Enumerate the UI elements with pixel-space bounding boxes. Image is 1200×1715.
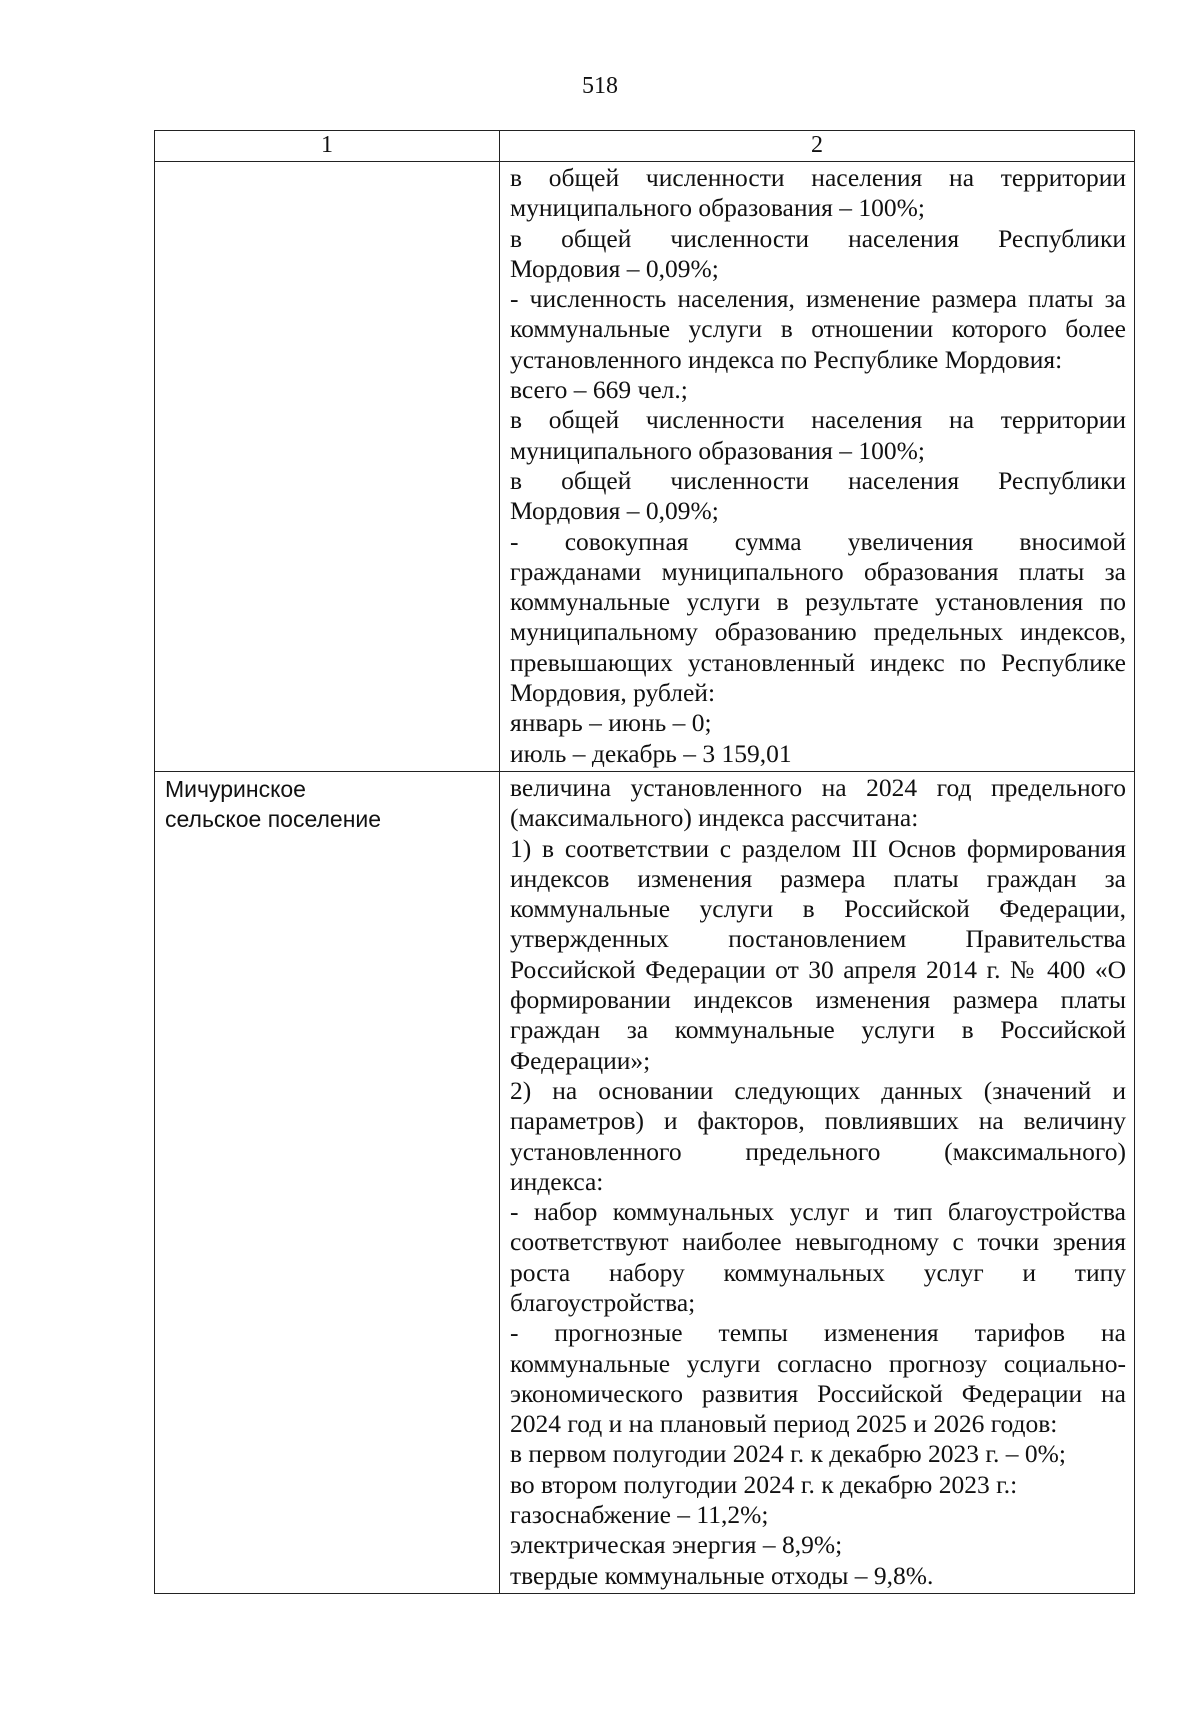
index-description-cell [500, 162, 1135, 772]
text-line: (максимального) индекса рассчитана: [510, 803, 919, 833]
text-line: муниципальному образованию предельных индексов, [510, 617, 1126, 647]
column-header-1: 1 [155, 131, 500, 162]
text-line: превышающих установленный индекс по Республике [510, 647, 1126, 677]
text-line: Мордовия, рублей: [510, 678, 716, 708]
table-row [155, 771, 1135, 1593]
text-line: формировании индексов изменения размера платы [510, 985, 1126, 1015]
text-line: граждан за коммунальные услуги в Российской [510, 1015, 1126, 1045]
text-line: Мордовия – 0,09%; [510, 253, 719, 283]
text-line: коммунальные услуги в результате установления по [510, 587, 1126, 617]
text-line: 2024 год и на плановый период 2025 и 2026 годов: [510, 1409, 1058, 1439]
text-line: - прогнозные темпы изменения тарифов на [510, 1318, 1126, 1348]
text-line: газоснабжение – 11,2%; [510, 1500, 769, 1530]
text-line: в общей численности населения Республики [510, 223, 1126, 253]
text-line: установленного предельного (максимального) [510, 1136, 1126, 1166]
text-line: величина установленного на 2024 год предельного [510, 772, 1126, 802]
text-line: 2) на основании следующих данных (значений и [510, 1075, 1126, 1105]
text-line: твердые коммунальные отходы – 9,8%. [510, 1560, 934, 1590]
text-line: - набор коммунальных услуг и тип благоустройства [510, 1197, 1126, 1227]
text-line: коммунальные услуги в Российской Федерации, [510, 894, 1126, 924]
text-line: гражданами муниципального образования платы за [510, 556, 1126, 586]
text-line: всего – 669 чел.; [510, 375, 688, 405]
text-line: во втором полугодии 2024 г. к декабрю 2023 г.: [510, 1469, 1018, 1499]
settlement-name-cell [155, 771, 500, 1593]
text-line: параметров) и факторов, повлиявших на величину [510, 1106, 1126, 1136]
text-line: коммунальные услуги согласно прогнозу социально- [510, 1348, 1126, 1378]
text-line: в общей численности населения на территории [510, 163, 1126, 192]
text-line: в общей численности населения Республики [510, 465, 1126, 495]
text-line: муниципального образования – 100%; [510, 193, 925, 223]
text-line: - численность населения, изменение размера платы за [510, 284, 1126, 314]
column-header-2: 2 [500, 131, 1135, 162]
text-line: индекса: [510, 1166, 604, 1196]
text-line: экономического развития Российской Федерации на [510, 1378, 1126, 1408]
text-line: в первом полугодии 2024 г. к декабрю 2023 г. – 0%; [510, 1439, 1066, 1469]
text-line: роста набору коммунальных услуг и типу [510, 1257, 1126, 1287]
text-line: утвержденных постановлением Правительства [510, 924, 1126, 954]
text-line: соответствуют наиболее невыгодному с точки зрения [510, 1227, 1126, 1257]
text-line: 1) в соответствии с разделом III Основ формирования [510, 833, 1126, 863]
document-table [154, 130, 1135, 1594]
text-line: Мордовия – 0,09%; [510, 496, 719, 526]
text-line: муниципального образования – 100%; [510, 435, 925, 465]
text-line: - совокупная сумма увеличения вносимой [510, 526, 1126, 556]
text-line: в общей численности населения на территории [510, 405, 1126, 435]
settlement-name-cell [155, 162, 500, 772]
table-row [155, 162, 1135, 772]
index-description-cell [500, 771, 1135, 1593]
text-line: установленного индекса по Республике Мордовия: [510, 344, 1063, 374]
page-number: 518 [582, 73, 618, 99]
table-header-row [155, 131, 1135, 162]
settlement-name-line: Мичуринское [165, 775, 306, 802]
text-line: июль – декабрь – 3 159,01 [510, 738, 792, 768]
text-line: коммунальные услуги в отношении которого более [510, 314, 1126, 344]
text-line: январь – июнь – 0; [510, 708, 712, 738]
text-line: Федерации»; [510, 1045, 651, 1075]
text-line: Российской Федерации от 30 апреля 2014 г. № 400 «О [510, 954, 1126, 984]
settlement-name-line: сельское поселение [165, 805, 382, 832]
text-line: электрическая энергия – 8,9%; [510, 1530, 843, 1560]
text-line: индексов изменения размера платы граждан за [510, 863, 1126, 893]
text-line: благоустройства; [510, 1287, 696, 1317]
